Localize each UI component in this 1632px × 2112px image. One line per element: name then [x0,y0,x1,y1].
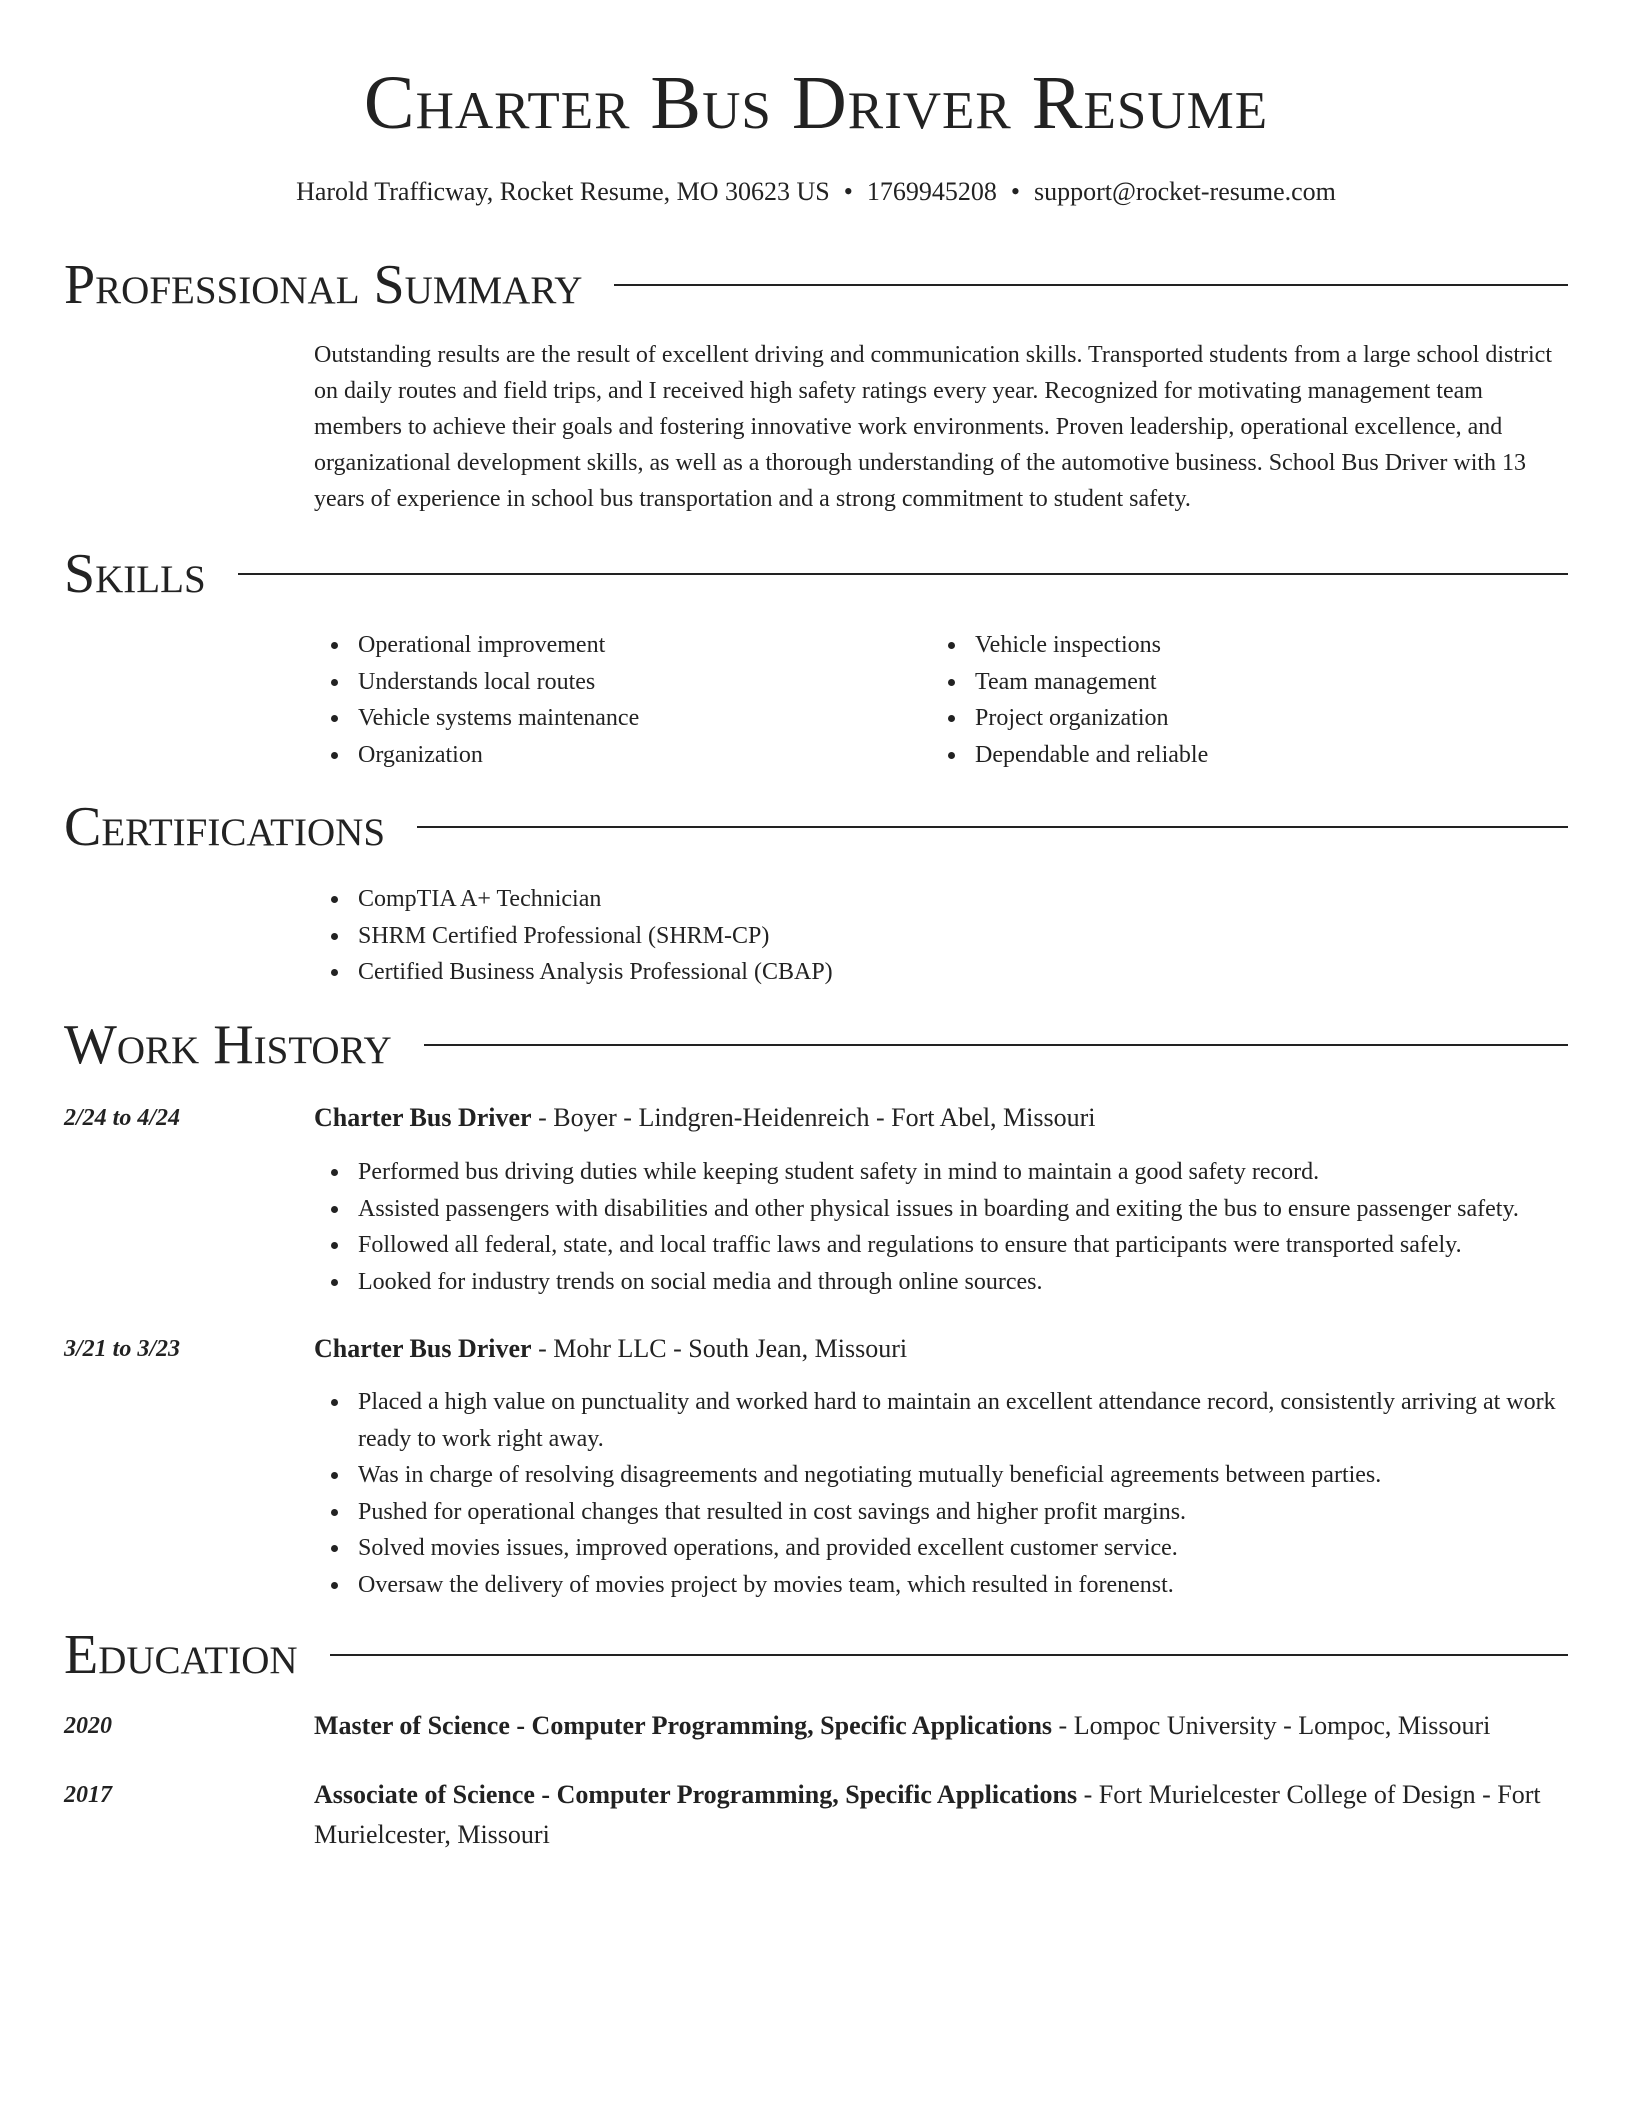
contact-address: Harold Trafficway, Rocket Resume, MO 30623 US [296,177,830,206]
education-year: 2017 [64,1782,112,1808]
job-title: Charter Bus Driver [314,1334,532,1363]
job-bullet: Was in charge of resolving disagreements and negotiating mutually beneficial agreements between parties. [314,1457,1568,1494]
summary-section-header [64,252,1568,318]
section-divider [424,1044,1568,1046]
skill-item: Team management [931,664,1531,701]
skills-section-header [64,541,1568,607]
certification-item: CompTIA A+ Technician [314,881,1568,918]
section-divider [238,573,1568,575]
contact-line [0,176,1632,208]
skill-item: Understands local routes [314,664,914,701]
education-degree: Associate of Science - Computer Programming, Specific Applications [314,1780,1078,1809]
section-divider [614,284,1568,286]
certification-item: SHRM Certified Professional (SHRM-CP) [314,918,1568,955]
section-title-skills: Skills [64,543,206,605]
section-divider [417,826,1568,828]
education-section-header [64,1622,1568,1688]
contact-phone: 1769945208 [866,177,997,206]
section-divider [330,1654,1568,1656]
education-school: - Fort Murielcester College of Design - Fort Murielcester, Missouri [314,1780,1541,1849]
skill-item: Vehicle inspections [931,627,1531,664]
work-section-header [64,1012,1568,1078]
job-bullet: Performed bus driving duties while keeping student safety in mind to maintain a good safety record. [314,1154,1568,1191]
summary-text: Outstanding results are the result of excellent driving and communication skills. Transported students from a large school district on daily routes and field trips, and I received high safety ratings every year. Recognized for motivating management team members to achieve their goals and fostering innovative work environments. Proven leadership, operational excellence, and organizational development skills, as well as a thorough understanding of the automotive business. School Bus Driver with 13 years of experience in school bus transportation and a strong commitment to student safety. [314,342,1552,512]
skill-item: Project organization [931,700,1531,737]
job-employer: - Mohr LLC - South Jean, Missouri [531,1334,908,1363]
job-dates: 2/24 to 4/24 [64,1105,181,1131]
job-bullet: Placed a high value on punctuality and worked hard to maintain an excellent attendance record, consistently arriving at work ready to work right away. [314,1384,1568,1457]
job-bullet: Assisted passengers with disabilities and other physical issues in boarding and exiting the bus to ensure passenger safety. [314,1191,1568,1228]
skills-list-right [931,627,1531,773]
section-title-education: Education [64,1624,298,1686]
skill-item: Operational improvement [314,627,914,664]
section-title-work: Work History [64,1014,392,1076]
skills-list-left [314,627,914,773]
job-bullet: Looked for industry trends on social media and through online sources. [314,1264,1568,1301]
job-bullet: Pushed for operational changes that resulted in cost savings and higher profit margins. [314,1494,1568,1531]
job-employer: - Boyer - Lindgren-Heidenreich - Fort Abel, Missouri [531,1103,1096,1132]
section-title-summary: Professional Summary [64,254,583,316]
job-title: Charter Bus Driver [314,1103,532,1132]
job-heading [314,1100,1568,1136]
contact-separator: • [843,177,853,206]
education-school: - Lompoc University - Lompoc, Missouri [1052,1711,1491,1740]
job-dates: 3/21 to 3/23 [64,1336,181,1362]
certifications-list [314,881,1568,991]
skill-item: Dependable and reliable [931,737,1531,774]
skill-item: Organization [314,737,914,774]
contact-email: support@rocket-resume.com [1033,177,1336,206]
job-bullet: Solved movies issues, improved operations, and provided excellent customer service. [314,1530,1568,1567]
education-degree: Master of Science - Computer Programming, Specific Applications [314,1711,1053,1740]
education-year: 2020 [64,1713,112,1739]
skill-item: Vehicle systems maintenance [314,700,914,737]
job-bullets [314,1154,1568,1300]
job-heading [314,1331,1568,1367]
education-entry [314,1706,1568,1746]
education-entry [314,1775,1568,1855]
certification-item: Certified Business Analysis Professional (CBAP) [314,954,1568,991]
job-bullets [314,1384,1568,1603]
section-title-certifications: Certifications [64,796,386,858]
job-bullet: Oversaw the delivery of movies project by movies team, which resulted in forenenst. [314,1567,1568,1604]
contact-separator: • [1010,177,1020,206]
job-bullet: Followed all federal, state, and local traffic laws and regulations to ensure that participants were transported safely. [314,1227,1568,1264]
resume-title: Charter Bus Driver Resume [363,61,1269,145]
certifications-section-header [64,794,1568,860]
